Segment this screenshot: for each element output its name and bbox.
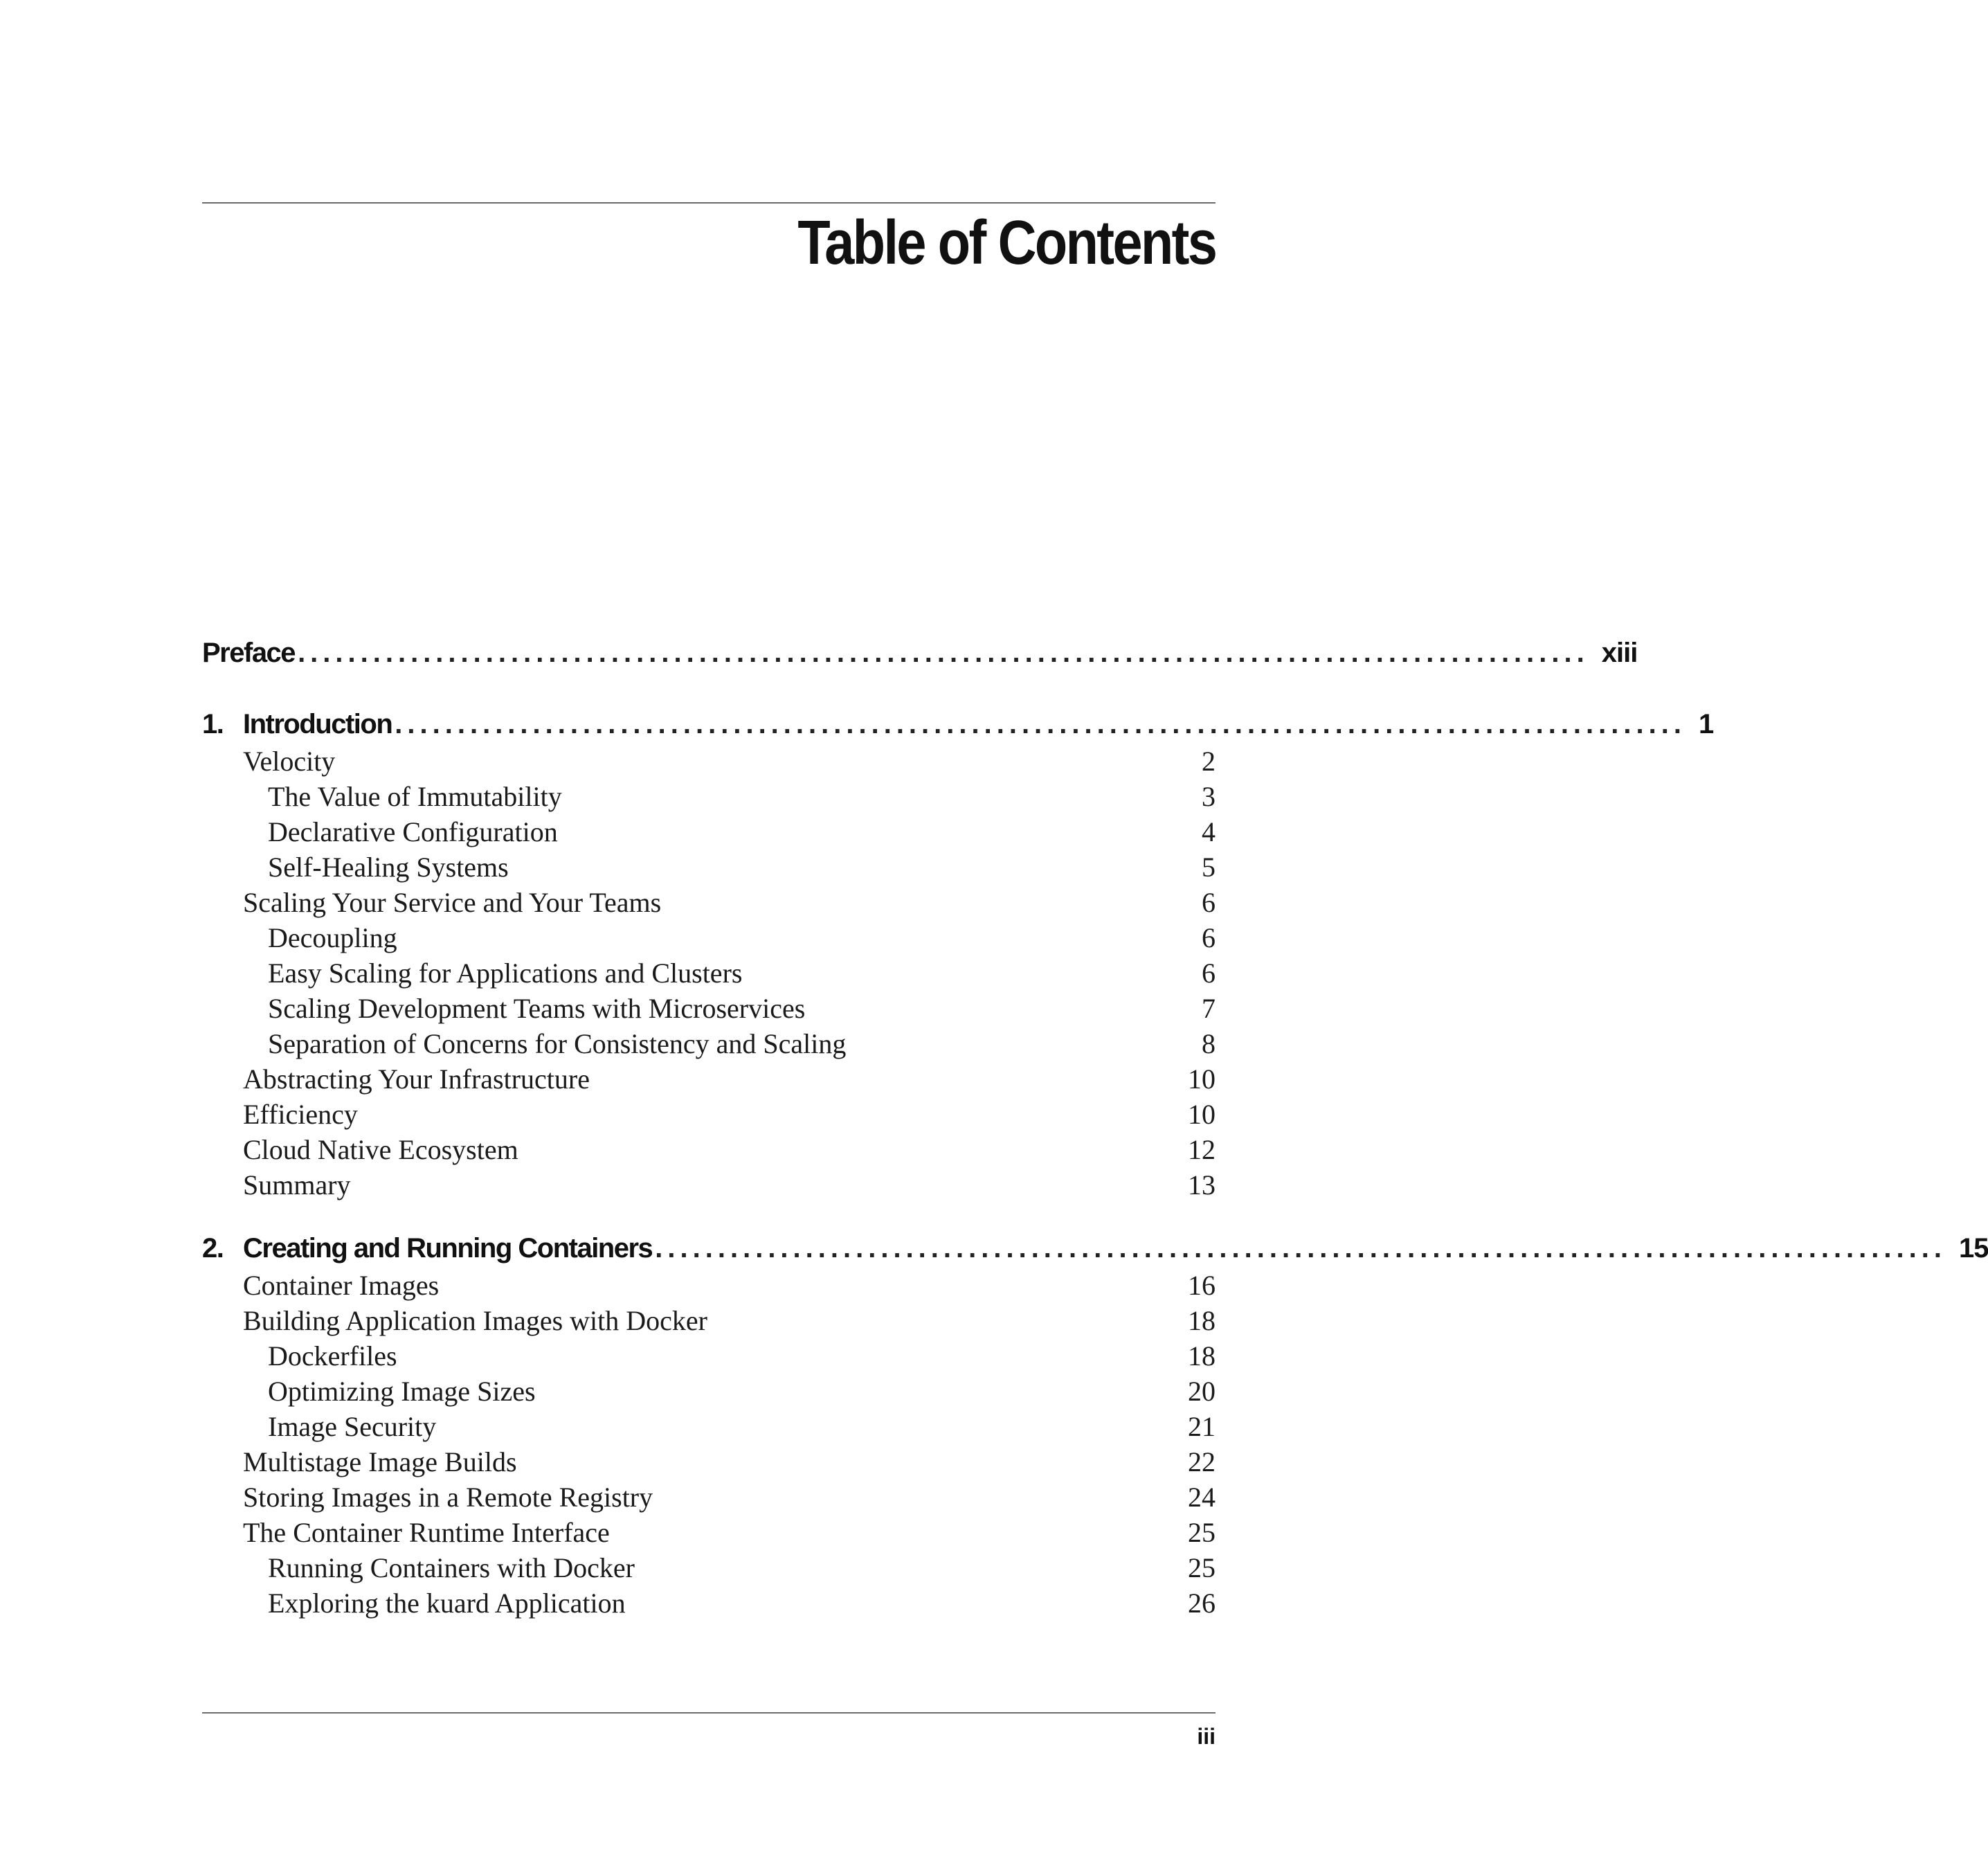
toc-chapter-2[interactable]: [202, 1229, 1988, 1268]
page-number: iii: [1197, 1724, 1216, 1749]
chapter-page: 15: [1958, 1233, 1988, 1264]
entry-page: 16: [1188, 1270, 1216, 1301]
toc-entry[interactable]: [202, 1303, 1216, 1338]
entry-page: 13: [1188, 1169, 1216, 1201]
entry-title: The Value of Immutability: [268, 781, 562, 812]
page-title: Table of Contents: [797, 208, 1216, 278]
entry-page: 10: [1188, 1099, 1216, 1130]
entry-title: Exploring the kuard Application: [268, 1588, 626, 1619]
entry-page: 3: [1202, 781, 1216, 812]
entry-page: 20: [1188, 1376, 1216, 1407]
entry-title: Abstracting Your Infrastructure: [243, 1063, 590, 1095]
chapter-page: 1: [1698, 709, 1714, 739]
entry-title: Container Images: [243, 1270, 440, 1301]
top-rule: [202, 202, 1216, 204]
toc-entry[interactable]: [202, 1409, 1216, 1444]
toc-entry[interactable]: [202, 1515, 1216, 1550]
chapter-title: Creating and Running Containers: [243, 1233, 653, 1264]
entry-page: 25: [1188, 1517, 1216, 1548]
toc-entry[interactable]: [202, 920, 1216, 955]
entry-title: The Container Runtime Interface: [243, 1517, 610, 1548]
table-of-contents: [202, 633, 1988, 1621]
toc-entry[interactable]: [202, 955, 1216, 991]
chapter-1-entries: [202, 744, 1216, 1203]
entry-page: 22: [1188, 1446, 1216, 1477]
entry-title: Image Security: [268, 1411, 437, 1442]
entry-title: Efficiency: [243, 1099, 358, 1130]
toc-preface-entry[interactable]: [202, 633, 1638, 672]
entry-page: 5: [1202, 852, 1216, 883]
toc-entry[interactable]: [202, 1061, 1216, 1097]
entry-page: 18: [1188, 1305, 1216, 1336]
toc-chapter-1[interactable]: [202, 705, 1714, 744]
toc-entry[interactable]: [202, 744, 1216, 779]
entry-page: 2: [1202, 746, 1216, 777]
entry-title: Velocity: [243, 746, 336, 777]
entry-page: 26: [1188, 1588, 1216, 1619]
toc-entry[interactable]: [202, 1338, 1216, 1374]
entry-page: 25: [1188, 1552, 1216, 1583]
toc-entry[interactable]: [202, 1444, 1216, 1480]
entry-title: Easy Scaling for Applications and Clusters: [268, 958, 743, 989]
toc-entry[interactable]: [202, 849, 1216, 885]
entry-title: Separation of Concerns for Consistency and Scaling: [268, 1028, 847, 1059]
chapter-title: Introduction: [243, 709, 392, 739]
preface-page: xiii: [1601, 638, 1638, 668]
section-gap: [202, 1203, 1216, 1229]
entry-title: Cloud Native Ecosystem: [243, 1134, 518, 1165]
entry-page: 18: [1188, 1340, 1216, 1372]
toc-entry[interactable]: [202, 1268, 1216, 1303]
entry-title: Scaling Development Teams with Microservices: [268, 993, 806, 1024]
entry-page: 4: [1202, 816, 1216, 847]
entry-title: Scaling Your Service and Your Teams: [243, 887, 662, 918]
toc-entry[interactable]: [202, 1167, 1216, 1203]
entry-title: Decoupling: [268, 922, 397, 953]
entry-title: Building Application Images with Docker: [243, 1305, 707, 1336]
entry-page: 7: [1202, 993, 1216, 1024]
toc-entry[interactable]: [202, 1550, 1216, 1585]
toc-entry[interactable]: [202, 779, 1216, 814]
chapter-number: 2.: [202, 1233, 224, 1264]
entry-title: Running Containers with Docker: [268, 1552, 635, 1583]
entry-page: 21: [1188, 1411, 1216, 1442]
section-gap: [202, 672, 1216, 705]
toc-entry[interactable]: [202, 1374, 1216, 1409]
chapter-2-entries: [202, 1268, 1216, 1621]
toc-entry[interactable]: [202, 1132, 1216, 1167]
entry-title: Self-Healing Systems: [268, 852, 509, 883]
entry-page: 6: [1202, 958, 1216, 989]
toc-entry[interactable]: [202, 1480, 1216, 1515]
entry-page: 12: [1188, 1134, 1216, 1165]
entry-title: Multistage Image Builds: [243, 1446, 517, 1477]
entry-page: 6: [1202, 887, 1216, 918]
toc-entry[interactable]: [202, 814, 1216, 849]
toc-entry[interactable]: [202, 885, 1216, 920]
entry-page: 6: [1202, 922, 1216, 953]
entry-title: Summary: [243, 1169, 351, 1201]
toc-entry[interactable]: [202, 1026, 1216, 1061]
toc-entry[interactable]: [202, 1097, 1216, 1132]
entry-title: Dockerfiles: [268, 1340, 397, 1372]
entry-page: 10: [1188, 1063, 1216, 1095]
dot-leader: .......................................................................................................: [298, 638, 1589, 668]
chapter-number: 1.: [202, 709, 224, 739]
entry-page: 24: [1188, 1482, 1216, 1513]
preface-title: Preface: [202, 638, 296, 668]
dot-leader: .......................................................................................................: [655, 1233, 1946, 1264]
entry-page: 8: [1202, 1028, 1216, 1059]
bottom-rule: [202, 1712, 1216, 1714]
entry-title: Optimizing Image Sizes: [268, 1376, 536, 1407]
toc-entry[interactable]: [202, 1585, 1216, 1621]
toc-entry[interactable]: [202, 991, 1216, 1026]
entry-title: Storing Images in a Remote Registry: [243, 1482, 653, 1513]
entry-title: Declarative Configuration: [268, 816, 558, 847]
dot-leader: .......................................................................................................: [395, 709, 1686, 739]
